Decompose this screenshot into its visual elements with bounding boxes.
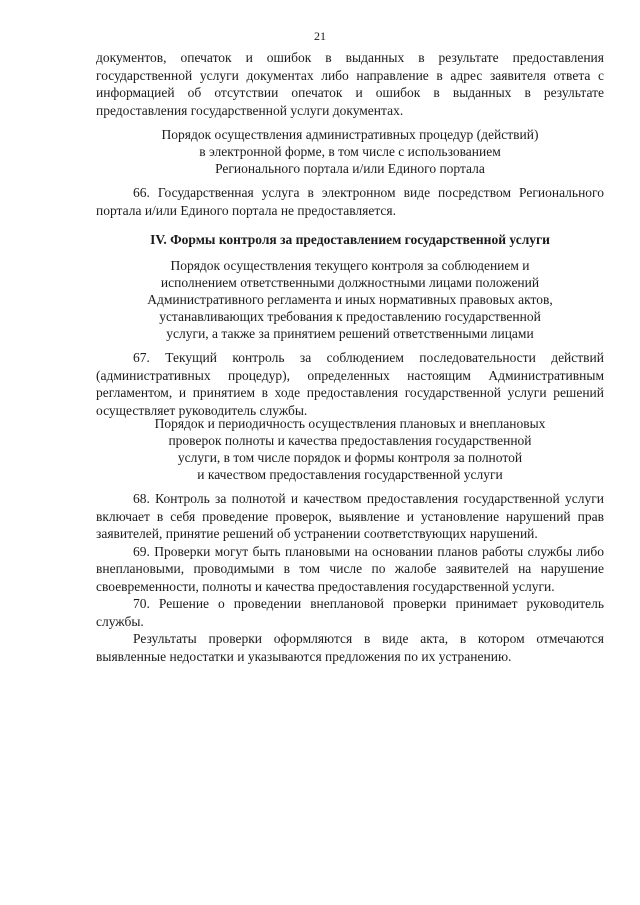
- subheading-line: Регионального портала и/или Единого портала: [215, 161, 485, 176]
- subheading-electronic-form: [96, 126, 604, 177]
- subheading-current-control: [96, 257, 604, 342]
- subheading-line: Порядок осуществления административных процедур (действий): [161, 127, 539, 142]
- item-70: 70. Решение о проведении внеплановой проверки принимает руководитель службы.: [96, 596, 604, 629]
- item-66: 66. Государственная услуга в электронном виде посредством Регионального портала и/или Единого портала не предоставляется.: [96, 185, 604, 218]
- section-heading: IV. Формы контроля за предоставлением государственной услуги: [150, 232, 550, 247]
- subheading-inspections: [96, 415, 604, 483]
- subheading-line: в электронной форме, в том числе с использованием: [199, 144, 501, 159]
- items-68-70-block: [96, 490, 604, 665]
- subheading-line: и качеством предоставления государственной услуги: [197, 467, 503, 482]
- item-69: 69. Проверки могут быть плановыми на основании планов работы службы либо внеплановыми, проводимыми в том числе по жалобе заявителей на нарушение своевременности, полноты и качества предоставления государственной услуги.: [96, 543, 604, 594]
- subheading-line: устанавливающих требования к предоставлению государственной: [159, 309, 541, 324]
- subheading-line: Порядок осуществления текущего контроля за соблюдением и: [170, 258, 530, 273]
- item-67: 67. Текущий контроль за соблюдением последовательности действий (административных процедур), определенных настоящим Административным регламентом, и принятием в ходе предоставления государственной услуги решений осуществляет руководитель службы.: [96, 350, 604, 418]
- subheading-line: услуги, в том числе порядок и формы контроля за полнотой: [177, 450, 523, 465]
- item-68: 68. Контроль за полнотой и качеством предоставления государственной услуги включает в себя проведение проверок, выявление и установление нарушений прав заявителей, принятие решений об устранении соответствующих нарушений.: [96, 491, 604, 541]
- page-number: 21: [314, 29, 326, 43]
- subheading-line: проверок полноты и качества предоставления государственной: [168, 433, 532, 448]
- subheading-line: услуги, а также за принятием решений ответственными лицами: [166, 326, 534, 341]
- subheading-line: исполнением ответственными должностными лицами положений: [160, 275, 540, 290]
- results-paragraph: Результаты проверки оформляются в виде акта, в котором отмечаются выявленные недостатки и указываются предложения по их устранению.: [96, 631, 604, 664]
- intro-paragraph: документов, опечаток и ошибок в выданных в результате предоставления государственной услуги документах либо направление в адрес заявителя ответа с информацией об отсутствии опечаток и ошибок в выданных в результате предоставления государственной услуги документах.: [96, 50, 604, 118]
- subheading-line: Порядок и периодичность осуществления плановых и внеплановых: [154, 416, 546, 431]
- subheading-line: Административного регламента и иных нормативных правовых актов,: [147, 292, 553, 307]
